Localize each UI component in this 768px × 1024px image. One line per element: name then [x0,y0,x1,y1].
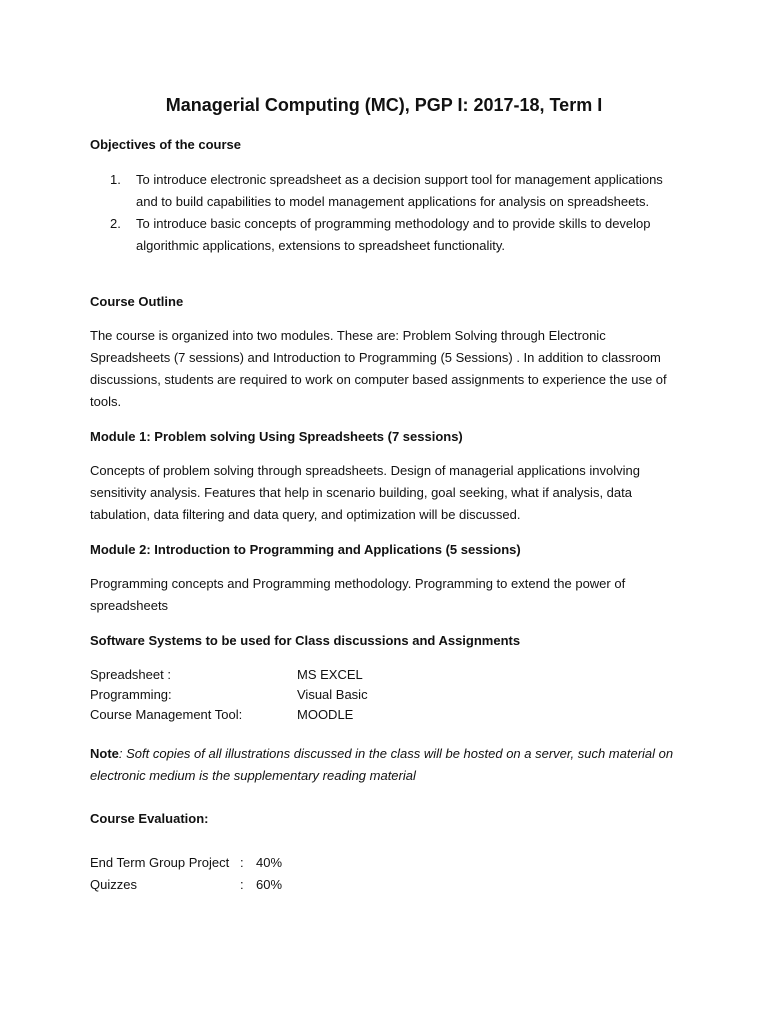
note-paragraph [90,743,680,787]
software-key: Course Management Tool: [90,707,243,722]
software-value: MS EXCEL [297,667,363,682]
evaluation-row [90,874,282,896]
software-table [90,665,368,725]
software-heading: Software Systems to be used for Class discussions and Assignments [90,633,521,648]
course-outline-text: The course is organized into two modules. These are: Problem Solving through Electronic Spreadsheets (7 sessions) and Introduction to Programming (5 Sessions) . In addition to classroom discussions, students are required to work on computer based assignments to experience the use of tools. [90,328,667,409]
evaluation-value: 40% [256,855,283,870]
software-row [90,685,368,705]
software-key: Programming: [90,687,172,702]
software-row [90,665,368,685]
software-row [90,705,368,725]
module1-heading: Module 1: Problem solving Using Spreadsheets (7 sessions) [90,429,463,444]
evaluation-heading: Course Evaluation: [90,811,209,826]
evaluation-table [90,852,282,896]
page-title: Managerial Computing (MC), PGP I: 2017-18, Term I [165,95,603,115]
evaluation-row [90,852,282,874]
module1-text: Concepts of problem solving through spreadsheets. Design of managerial applications involving sensitivity analysis. Features that help in scenario building, goal seeking, what if analysis, data tabulation, data filtering and data query, and optimization will be discussed. [90,463,640,522]
list-item [110,213,680,257]
objectives-heading: Objectives of the course [90,137,241,152]
evaluation-separator: : [240,855,244,870]
software-value: Visual Basic [297,687,368,702]
software-key: Spreadsheet : [90,667,171,682]
evaluation-key: Quizzes [90,877,137,892]
module2-text: Programming concepts and Programming methodology. Programming to extend the power of spreadsheets [90,576,626,613]
list-item-number: 2. [110,216,121,231]
note-text: : Soft copies of all illustrations discussed in the class will be hosted on a server, such material on electronic medium is the supplementary reading material [90,746,674,783]
course-outline-heading: Course Outline [90,294,184,309]
software-value: MOODLE [297,707,354,722]
note-label: Note [90,746,119,761]
evaluation-separator: : [240,877,244,892]
list-item [110,169,680,213]
objectives-list [110,169,680,257]
evaluation-key: End Term Group Project [90,855,230,870]
list-item-text: To introduce electronic spreadsheet as a decision support tool for management applications and to build capabilities to model management applications for analysis on spreadsheets. [136,172,663,209]
module2-heading: Module 2: Introduction to Programming and Applications (5 sessions) [90,542,521,557]
list-item-number: 1. [110,172,121,187]
list-item-text: To introduce basic concepts of programming methodology and to provide skills to develop algorithmic applications, extensions to spreadsheet functionality. [136,216,651,253]
evaluation-value: 60% [256,877,283,892]
